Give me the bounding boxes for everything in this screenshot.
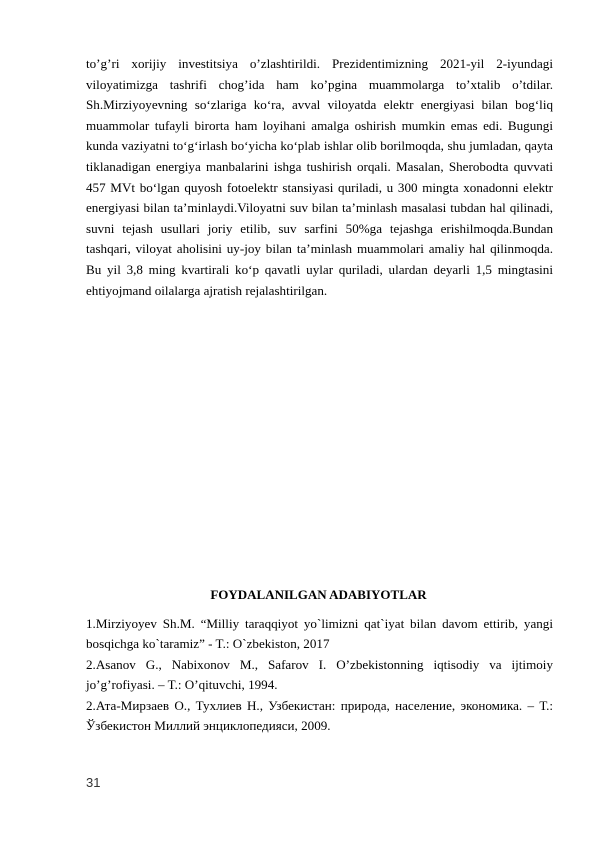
page-number: 31 <box>86 775 101 790</box>
reference-item: 2.Ата-Мирзаев О., Тухлиев Н., Узбекистан: природа, население, экономика. – Т.: Ўзбекистон Миллий энциклопедияси, 2009. <box>86 697 553 734</box>
reference-item: 1.Mirziyoyev Sh.M. “Milliy taraqqiyot yo`limizni qat`iyat bilan davom ettirib, yangi bosqichga ko`taramiz” - T.: O`zbekiston, 2017 <box>86 616 553 652</box>
references-heading: FOYDALANILGAN ADABIYOTLAR <box>210 587 427 602</box>
body-paragraph: to’g’ri xorijiy investitsiya o’zlashtirildi. Prezidentimizning 2021-yil 2-iyundagi viloyatimizga tashrifi chog’ida ham ko’pgina muammolarga to’xtalib o’tdilar. Sh.Mirziyoyevning so‘zlariga ko‘ra, avval viloyatda elektr energiyasi bilan bog‘liq muammolar tufayli birorta ham loyihani amalga oshirish mumkin emas edi. Bugungi kunda vaziyatni to‘g‘irlash bo‘yicha ko‘plab ishlar olib borilmoqda, shu jumladan, qayta tiklanadigan energiya manbalarini ishga tushirish orqali. Masalan, Sherobodta quvvati 457 MVt bo‘lgan quyosh fotoelektr stansiyasi quriladi, u 300 mingta xonadonni elektr energiyasi bilan ta’minlaydi.Viloyatni suv bilan ta’minlash masalasi tubdan hal qilinadi, suvni tejash usullari joriy etilib, suv sarfini 50%ga tejashga erishilmoqda.Bundan tashqari, viloyat aholisini uy-joy bilan ta’minlash muammolari amaliy hal qilinmoqda. Bu yil 3,8 ming kvartirali ko‘p qavatli uylar quriladi, ulardan deyarli 1,5 mingtasini ehtiyojmand oilalarga ajratish rejalashtirilgan. <box>86 56 553 298</box>
references-list <box>86 614 553 736</box>
reference-item: 2.Asanov G., Nabixonov M., Safarov I. O’zbekistonning iqtisodiy va ijtimoiy jo’g’rofiyasi. – T.: O’qituvchi, 1994. <box>86 656 553 693</box>
